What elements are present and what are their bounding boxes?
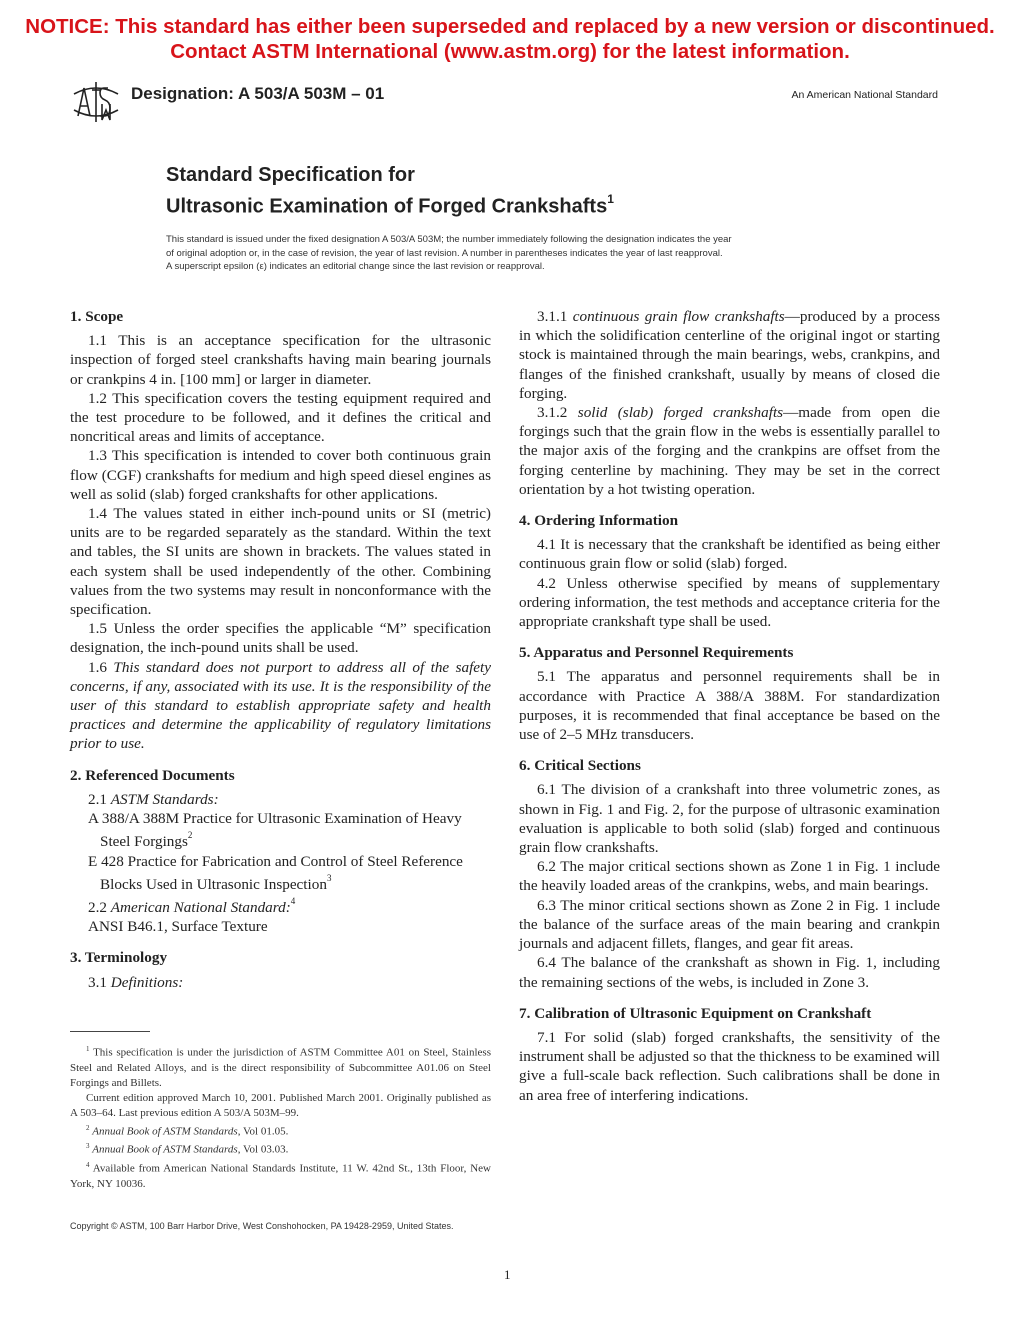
paragraph-7-1: 7.1 For solid (slab) forged crankshafts, the sensitivity of the instrument shall be adjusted so that the thickness to be examined will give a full-scale back reflection. Such calibrations shall be done in an area free of interfering indications. — [519, 1028, 940, 1104]
preamble-line-2: of original adoption or, in the case of revision, the year of last revision. A number in parentheses indicates the year of last reapproval. — [166, 247, 723, 259]
reference-e428: E 428 Practice for Fabrication and Control of Steel Reference Blocks Used in Ultrasonic Inspection$^3$ — [88, 852, 463, 893]
paragraph-5-1: 5.1 The apparatus and personnel requirements shall be in accordance with Practice A 388/A 388M. For standardization purposes, it is recommended that final acceptance be based on the use of 2–5 MHz transducers. — [519, 668, 940, 744]
right-column — [519, 307, 940, 1105]
paragraph-1-3: 1.3 This specification is intended to cover both continuous grain flow (CGF) crankshafts for medium and high speed diesel engines as well as solid (slab) forged crankshafts for other applications. — [70, 447, 491, 503]
paragraph-1-5: 1.5 Unless the order specifies the applicable “M” specification designation, the inch-pound units shall be used. — [70, 620, 491, 657]
paragraph-4-2: 4.2 Unless otherwise specified by means of supplementary ordering information, the test methods and acceptance criteria for the appropriate crankshaft type shall be used. — [519, 574, 940, 631]
footnote-divider — [70, 1031, 150, 1032]
section-heading-scope: 1. Scope — [70, 308, 124, 325]
footnote-1: $^1$ This specification is under the jurisdiction of ASTM Committee A01 on Steel, Stainless Steel and Related Alloys, and is the direct responsibility of Subcommittee A01.06 on Steel Forgings and Billets. — [70, 1045, 491, 1089]
paragraph-3-1: 3.1 Definitions: — [88, 973, 184, 991]
title-line-2: Ultrasonic Examination of Forged Crankshafts$^1$ — [166, 192, 614, 218]
reference-ansi-b46: ANSI B46.1, Surface Texture — [88, 918, 268, 936]
section-heading-apparatus: 5. Apparatus and Personnel Requirements — [519, 644, 794, 662]
left-column — [70, 307, 491, 992]
footnote-1-edition: Current edition approved March 10, 2001. Published March 2001. Originally published as A 503–64. Last previous edition A 503/A 503M–99. — [70, 1091, 491, 1119]
paragraph-6-3: 6.3 The minor critical sections shown as Zone 2 in Fig. 1 include the balance of the surface areas of the main bearing and crankpin journals and adjacent fillets, flanges, and gear fit areas. — [519, 896, 940, 953]
preamble-line-1: This standard is issued under the fixed designation A 503/A 503M; the number immediately following the designation indicates the year — [166, 234, 732, 245]
designation: Designation: A 503/A 503M – 01 — [131, 84, 385, 103]
footnote-2: $^2$ Annual Book of ASTM Standards, Vol 01.05. — [86, 1123, 289, 1138]
notice-line-2: Contact ASTM International (www.astm.org) for the latest information. — [170, 40, 850, 63]
section-heading-referenced-documents: 2. Referenced Documents — [70, 766, 235, 784]
paragraph-4-1: 4.1 It is necessary that the crankshaft be identified as being either continuous grain flow or solid (slab) forged. — [519, 536, 940, 573]
paragraph-6-4: 6.4 The balance of the crankshaft as shown in Fig. 1, including the remaining sections of the webs, is included in Zone 3. — [519, 954, 940, 991]
supersession-notice — [0, 14, 1020, 64]
paragraph-6-2: 6.2 The major critical sections shown as Zone 1 in Fig. 1 include the heavily loaded areas of the crankpins, webs, and main bearings. — [519, 858, 940, 895]
paragraph-3-1-1: 3.1.1 continuous grain flow crankshafts—produced by a process in which the solidification centerline of the original ingot or starting stock is maintained through the main bearings, webs, crankpins, and flanges of the finished crankshaft, usually by means of closed die forging. — [519, 308, 940, 402]
title-line-1: Standard Specification for — [166, 164, 415, 186]
preamble — [166, 233, 846, 274]
section-heading-calibration: 7. Calibration of Ultrasonic Equipment on Crankshaft — [519, 1004, 872, 1022]
page-title — [166, 162, 614, 220]
notice-line-1: NOTICE: This standard has either been superseded and replaced by a new version or discontinued. — [25, 15, 995, 38]
footnote-4: $^4$ Available from American National Standards Institute, 11 W. 42nd St., 13th Floor, New York, NY 10036. — [70, 1160, 491, 1190]
section-heading-critical-sections: 6. Critical Sections — [519, 757, 641, 775]
section-heading-terminology: 3. Terminology — [70, 949, 168, 967]
paragraph-1-1: 1.1 This is an acceptance specification for the ultrasonic inspection of forged steel crankshafts having main bearing journals or crankpins 4 in. [100 mm] or larger in diameter. — [70, 332, 491, 388]
paragraph-2-1: 2.1 ASTM Standards: — [88, 790, 219, 808]
paragraph-1-4: 1.4 The values stated in either inch-pound units or SI (metric) units are to be regarded separately as the standard. Within the text and tables, the SI units are shown in brackets. The values stated in each system shall be used independently of the other. Combining values from the two systems may result in nonconformance with the specification. — [70, 505, 491, 619]
copyright-notice: Copyright © ASTM, 100 Barr Harbor Drive, West Conshohocken, PA 19428-2959, United States. — [70, 1221, 454, 1231]
reference-a388: A 388/A 388M Practice for Ultrasonic Examination of Heavy Steel Forgings$^2$ — [88, 810, 462, 851]
paragraph-2-2: 2.2 American National Standard:$^4$ — [88, 896, 296, 917]
paragraph-1-6: 1.6 This standard does not purport to address all of the safety concerns, if any, associated with its use. It is the responsibility of the user of this standard to establish appropriate safety and health practices and determine the applicability of regulatory limitations prior to use. — [70, 658, 492, 753]
section-heading-ordering-information: 4. Ordering Information — [519, 512, 679, 530]
title-footnote-mark: 1 — [607, 192, 614, 206]
page-number: 1 — [504, 1267, 511, 1282]
footnotes — [70, 1042, 491, 1192]
footnote-3: $^3$ Annual Book of ASTM Standards, Vol 03.03. — [86, 1142, 289, 1156]
paragraph-1-2: 1.2 This specification covers the testing equipment required and the test procedure to be followed, and it defines the critical and noncritical areas and limits of acceptance. — [70, 389, 491, 446]
preamble-line-3: A superscript epsilon (ε) indicates an editorial change since the last revision or reapproval. — [166, 261, 545, 272]
paragraph-6-1: 6.1 The division of a crankshaft into three volumetric zones, as shown in Fig. 1 and Fig. 2, for the purpose of ultrasonic examination evaluation is applicable to both solid (slab) forged and continuous grain flow crankshafts. — [519, 781, 940, 857]
american-national-standard-label: An American National Standard — [791, 89, 938, 101]
paragraph-3-1-2: 3.1.2 solid (slab) forged crankshafts—made from open die forgings such that the grain flow in the webs is essentially parallel to the major axis of the forging and the crankpins are offset from the forging centerline by machining. They may be set in the correct orientation by a hot twisting operation. — [519, 404, 940, 498]
astm-logo-icon — [70, 80, 122, 124]
